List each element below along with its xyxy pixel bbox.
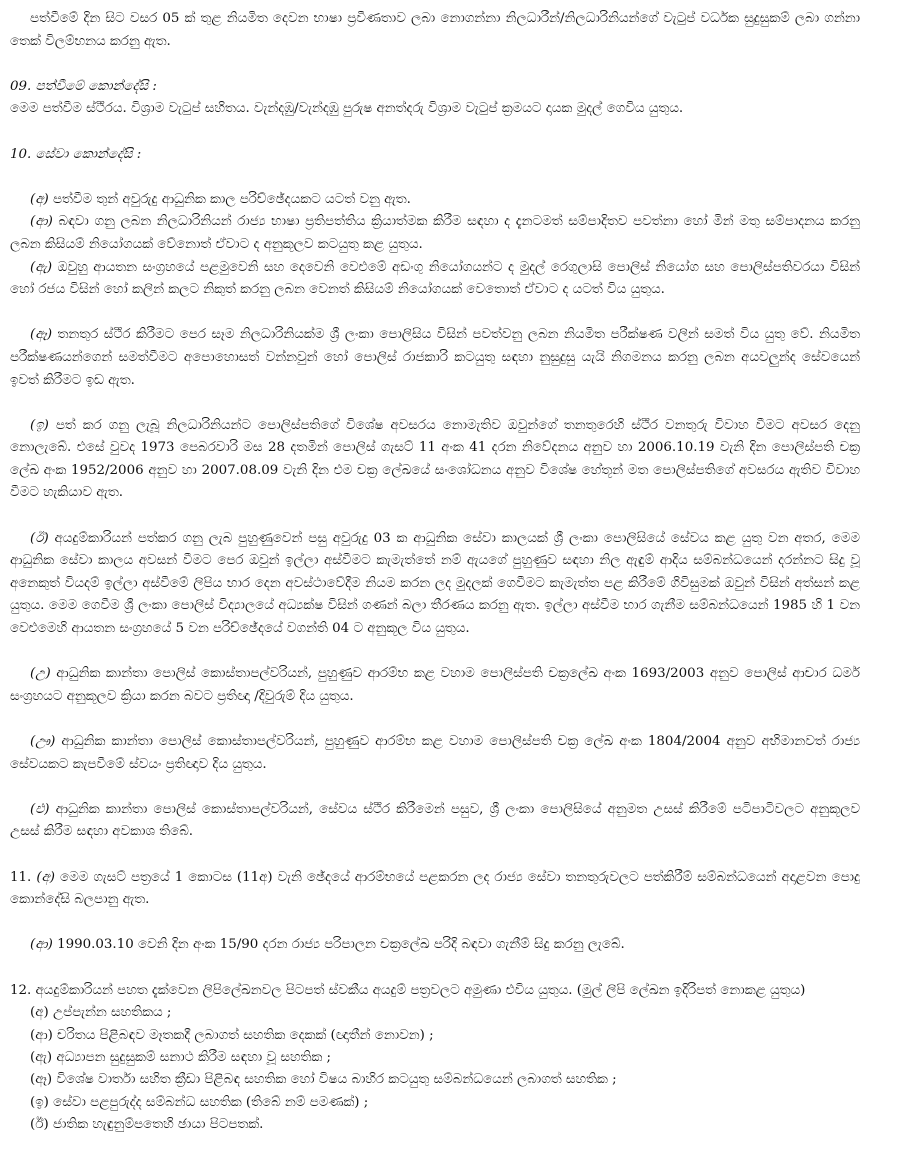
section-10-item-aee — [10, 324, 860, 392]
item-text: මෙම ගැසට් පත්‍රයේ 1 කොටස (11අ) වැනි ඡේදයේ ආරම්භයේ පළකරන ලද රාජ්‍ය සේවා තනතුරුවලට පත්කිරීම් සම්බන්ධයෙන් අදාළවන පොදු කොන්දේසි බලපානු ඇත. — [10, 869, 860, 908]
list-item: (ඊ) ජාතික හැඳුනුම්පතෙහි ඡායා පිටපතක්. — [30, 1117, 264, 1133]
intro-paragraph: පත්වීමේ දින සිට වසර 05 ක් තුළ නියමිත දෙවන භාෂා ප්‍රවීණතාව ලබා නොගන්නා නිලධාරීන්/නිලධාරිනියන්ගේ වැටුප් වර්ධක සුදුසුකම් ලබා ගන්නා තෙක් විලම්භනය කරනු ඇත. — [10, 11, 860, 49]
item-label: (ඌ) — [30, 734, 56, 749]
item-label: (එ) — [30, 801, 50, 817]
item-text: ඔවුහු ආයතන සංග්‍රහයේ පළමුවෙනි සහ දෙවෙනි වෙළුමේ අඩංගු නියෝගයන්ට ද මුදල් රෙගුලාසි පොලිස් නියෝග සහ පොලිස්පතිවරයා විසින් හෝ රජය විසින් හෝ කලින් කලට නිකුත් කරනු ලබන වෙනත් කිසියම් නියෝගයක් වෙතොත් ඒවාට ද යටත් විය යුතුය. — [10, 259, 860, 298]
section-10-item-aa — [10, 211, 860, 256]
section-11-number: 11. — [10, 869, 32, 885]
section-12-list — [10, 1002, 860, 1136]
list-item: (ආ) චරිතය පිළිබඳව මෑතකදී ලබාගත් සහතික දෙකක් (ඥාතීන් නොවන) ; — [30, 1027, 434, 1043]
section-11-item-a — [10, 867, 860, 912]
list-item: (අ) උප්පැන්න සහතිකය ; — [30, 1005, 172, 1021]
item-text: පත්වීම තුන් අවුරුදු ආධුනික කාල පරිච්ඡේදයකට යටත් වනු ඇත. — [52, 191, 411, 207]
list-item: (ඈ) විශේෂ වාර්තා සහිත ක්‍රීඩා පිළිබඳ සහතික හෝ විෂය බාහිර කටයුතු සම්බන්ධයෙන් ලබාගත් සහතික ; — [30, 1072, 617, 1088]
section-10-item-a — [10, 189, 860, 212]
item-label: (ඉ) — [30, 417, 49, 433]
item-text: ආධුනික කාන්තා පොලිස් කොස්තාපල්වරියන්, පුහුණුව ආරම්භ කළ වහාම පොලිස්පති චක්‍ර ලේඛ අංක 1804/2004 අනුව අභිමානවත් රාජ්‍ය සේවයකට කැපවීමේ ස්වයං ප්‍රතිඥාව දිය යුතුය. — [10, 734, 860, 772]
item-label: (ඈ) — [30, 327, 53, 343]
item-label: (උ) — [30, 666, 51, 682]
item-label: (අ) — [30, 191, 49, 207]
item-label: (ආ) — [30, 214, 53, 230]
item-text: ආධුනික කාන්තා පොලිස් කොස්තාපල්වරියන්, සේවය ස්ථිර කිරීමෙන් පසුව, ශ්‍රී ලංකා පොලිසියේ අනුමත උසස් කිරීමේ පටිපාටිවලට අනුකූලව උසස් කිරීම සඳහා අවකාශ තිබේ. — [10, 801, 860, 840]
item-text: අයදුම්කාරියන් පත්කර ගනු ලැබ පුහුණුවෙන් පසු අවුරුදු 03 ක ආධුනික සේවා කාලයක් ශ්‍රී ලංකා පොලිසියේ සේවය කළ යුතු වන අතර, මෙම ආධුනික සේවා කාලය අවසන් වීමට පෙර ඔවුන් ඉල්ලා අස්වීමට කැමැත්තේ නම් ඇයගේ පුහුණුව සඳහා නිල ඇඳුම් ආදිය සම්බන්ධයෙන් දරන්නට සිදු වූ අනෙකුත් වියදම් ඉල්ලා අස්වීමේ ලිපිය භාර දෙන අවස්ථාවේදීම නියම කරන ලද මුදලක් ගෙවීමට කැමැත්ත පළ කිරීමේ ගිවිසුමක් ඔවුන් විසින් අත්සන් කළ යුතුය. මෙම ගෙවීම ශ්‍රී ලංකා පොලිස් විද්‍යාලයේ අධ්‍යක්ෂ විසින් ගණන් බලා තීරණය කරනු ඇත. ඉල්ලා අස්වීම භාර ගැනීම සම්බන්ධයෙන් 1985 හි 1 වන වෙළුමෙහි ආයතන සංග්‍රහයේ 5 වන පරිච්ඡේදයේ වගන්ති 04 ට අනුකූල විය යුතුය. — [10, 530, 860, 637]
item-text: තනතුර ස්ථිර කිරීමට පෙර සෑම නිලධාරිනියක්ම ශ්‍රී ලංකා පොලිසිය විසින් පවත්වනු ලබන නියමිත පරීක්ෂණ වලින් සමත් විය යුතු වේ. නියමිත පරීක්ෂණයන්ගෙන් සමත්වීමට අපොහොසත් වන්නවුන් හෝ පොලිස් රාජකාරි කටයුතු සඳහා නුසුදුසු යැයි නිගමනය කරනු ලබන අයවලුන්ද සේවයෙන් ඉවත් කිරීමට ඉඩ ඇත. — [10, 327, 860, 388]
item-text: පත් කර ගනු ලැබූ නිලධාරිනියන්ට පොලිස්පතිගේ විශේෂ අවසරය නොමැතිව ඔවුන්ගේ තනතුරෙහි ස්ථිර වනතුරු විවාහ වීමට අවසර දෙනු නොලැබේ. එසේ වුවද 1973 පෙබරවාරි මස 28 දතමින් පොලිස් ගැසට් 11 අංක 41 දරන නිවේදනය අනුව හා 2006.10.19 වැනි දින පොලිස්පති චක්‍ර ලේඛ අංක 1952/2006 අනුව හා 2007.08.09 වැනි දින එම චක්‍ර ලේඛයේ සංශෝධනය අනුව විශේෂ හේතූන් මත පොලිස්පතිගේ අවසරය ඇතිව විවාහ වීමට හැකියාව ඇත. — [10, 417, 860, 501]
section-9-heading: 09. පත්වීමේ කොන්දේසි : — [10, 78, 157, 94]
section-10-item-e — [10, 799, 860, 844]
section-10-heading: 10. සේවා කොන්දේසි : — [10, 146, 142, 162]
section-10-item-uu — [10, 731, 860, 776]
section-12-text: 12. අයදුම්කාරියන් පහත දැක්වෙන ලිපිලේඛනවල පිටපත් ස්වකීය අයදුම් පත්‍රවලට අමුණා එවිය යුතුය. (මුල් ලිපි ලේඛන ඉදිරිපත් නොකළ යුතුය) — [10, 982, 806, 998]
section-10-item-ae — [10, 257, 860, 302]
item-label: (අ) — [36, 869, 56, 885]
item-label: (ඇ) — [30, 259, 53, 275]
item-text: ආධුනික කාන්තා පොලිස් කොස්තාපල්වරියන්, පුහුණුව ආරම්භ කළ වහාම පොලිස්පති චක්‍රලේඛ අංක 1693/2003 අනුව පොලිස් ආචාර ධර්ම සංග්‍රහයට අනුකූලව ක්‍රියා කරන බවට ප්‍රතිඥා /දිවුරුම් දිය යුතුය. — [10, 666, 860, 704]
list-item: (ඇ) අධ්‍යාපන සුදුසුකම් සනාථ කිරීම සඳහා වූ සහතික ; — [30, 1049, 332, 1065]
section-11-item-b — [10, 934, 860, 957]
section-9-text: මෙම පත්වීම ස්ථිරය. විශ්‍රාම වැටුප් සහිතය. වැන්දඹු/වැන්දඹු පුරුෂ අනත්දරු විශ්‍රාම වැටුප් ක්‍රමයට දායක මුදල් ගෙවිය යුතුය. — [10, 101, 684, 117]
section-10-item-u — [10, 663, 860, 708]
section-10-item-i — [10, 415, 860, 505]
section-10-item-ii — [10, 528, 860, 641]
item-label: (ඊ) — [30, 530, 49, 546]
item-text: 1990.03.10 වෙනි දින අංක 15/90 දරන රාජ්‍ය පරිපාලන චක්‍රලේඛ පරිදි බඳවා ගැනීම් සිදු කරනු ලැබේ. — [57, 937, 625, 953]
item-label: (ආ) — [30, 937, 53, 953]
item-text: බඳවා ගනු ලබන නිලධාරිනියන් රාජ්‍ය භාෂා ප්‍රතිපත්තිය ක්‍රියාත්මක කිරීම සඳහා ද දැනටමත් සම්පාදිතව පවත්නා හෝ මින් මතු සම්පාදනය කරනු ලබන කිසියම් නියෝගයක් වේනොත් ඒවාට ද අනුකූලව කටයුතු කළ යුතුය. — [10, 214, 860, 252]
list-item: (ඉ) සේවා පළපුරුද්ද සම්බන්ධ සහතික (තිබේ නම් පමණක්) ; — [30, 1094, 369, 1110]
